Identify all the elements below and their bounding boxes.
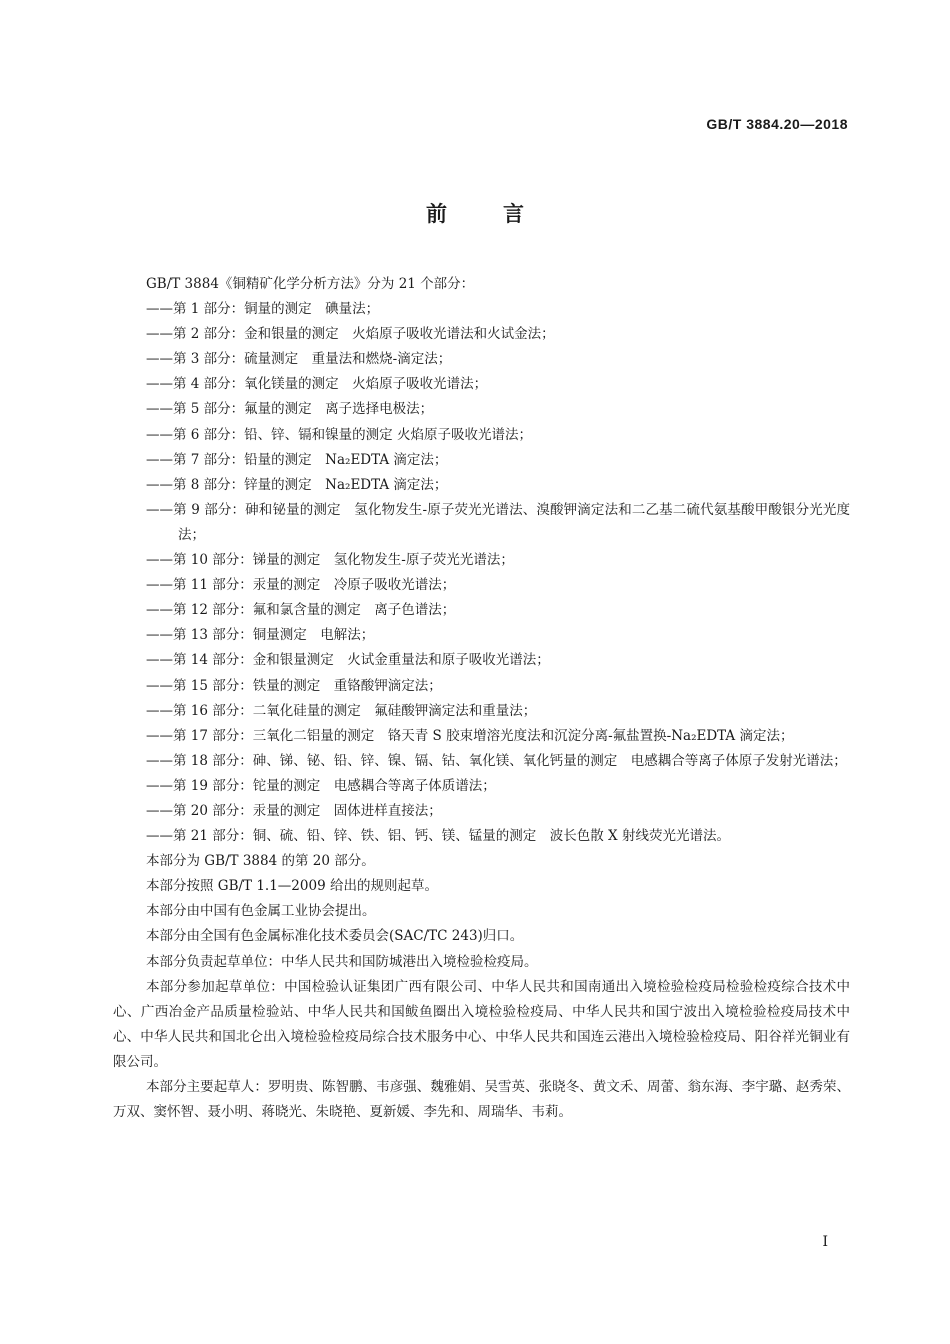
page-number: I bbox=[822, 1234, 828, 1250]
list-item: ——第 8 部分：锌量的测定 Na₂EDTA 滴定法； bbox=[146, 476, 448, 493]
list-item: ——第 17 部分：三氧化二铝量的测定 铬天青 S 胶束增溶光度法和沉淀分离-氟盐置换-Na₂EDTA 滴定法； bbox=[146, 727, 794, 744]
list-item: ——第 18 部分：砷、锑、铋、铅、锌、镍、镉、钴、氧化镁、氧化钙量的测定 电感耦合等离子体原子发射光谱法； bbox=[146, 752, 847, 769]
list-item: ——第 15 部分：铁量的测定 重铬酸钾滴定法； bbox=[146, 677, 442, 694]
paragraph-jurisdiction: 本部分由全国有色金属标准化技术委员会(SAC/TC 243)归口。 bbox=[146, 928, 524, 945]
list-item: ——第 21 部分：铜、硫、铅、锌、铁、铝、钙、镁、锰量的测定 波长色散 X 射线荧光光谱法。 bbox=[146, 828, 730, 845]
list-item: ——第 14 部分：金和银量测定 火试金重量法和原子吸收光谱法； bbox=[146, 652, 550, 669]
list-item: ——第 6 部分：铅、锌、镉和镍量的测定 火焰原子吸收光谱法； bbox=[146, 426, 532, 443]
list-item: ——第 10 部分：锑量的测定 氢化物发生-原子荧光光谱法； bbox=[146, 552, 514, 569]
paragraph-drafting-rules: 本部分按照 GB/T 1.1—2009 给出的规则起草。 bbox=[146, 878, 438, 895]
document-body bbox=[113, 272, 850, 1125]
paragraph-main-drafters: 本部分主要起草人：罗明贵、陈智鹏、韦彦强、魏雅娟、吴雪英、张晓冬、黄文禾、周蕾、翁东海、李宇璐、赵秀荣、万双、窦怀智、聂小明、蒋晓光、朱晓艳、夏新媛、李先和、周瑞华、韦莉。 bbox=[113, 1079, 850, 1121]
list-item: ——第 5 部分：氟量的测定 离子选择电极法； bbox=[146, 401, 434, 418]
list-item: ——第 19 部分：铊量的测定 电感耦合等离子体质谱法； bbox=[146, 777, 496, 794]
list-item: ——第 2 部分：金和银量的测定 火焰原子吸收光谱法和火试金法； bbox=[146, 326, 555, 343]
list-item: ——第 20 部分：汞量的测定 固体进样直接法； bbox=[146, 802, 442, 819]
list-item: ——第 9 部分：砷和铋量的测定 氢化物发生-原子荧光光谱法、溴酸钾滴定法和二乙基二硫代氨基酸甲酸银分光光度法； bbox=[146, 501, 850, 543]
list-item: ——第 4 部分：氧化镁量的测定 火焰原子吸收光谱法； bbox=[146, 376, 488, 393]
list-item: ——第 1 部分：铜量的测定 碘量法； bbox=[146, 301, 380, 318]
list-item: ——第 3 部分：硫量测定 重量法和燃烧-滴定法； bbox=[146, 351, 452, 368]
list-item: ——第 11 部分：汞量的测定 冷原子吸收光谱法； bbox=[146, 577, 456, 594]
list-item: ——第 7 部分：铅量的测定 Na₂EDTA 滴定法； bbox=[146, 451, 448, 468]
list-item: ——第 12 部分：氟和氯含量的测定 离子色谱法； bbox=[146, 602, 456, 619]
paragraph-responsible-drafter: 本部分负责起草单位：中华人民共和国防城港出入境检验检疫局。 bbox=[146, 953, 538, 970]
paragraph-part-number: 本部分为 GB/T 3884 的第 20 部分。 bbox=[146, 853, 375, 870]
list-item: ——第 13 部分：铜量测定 电解法； bbox=[146, 627, 375, 644]
intro-line: GB/T 3884《铜精矿化学分析方法》分为 21 个部分： bbox=[146, 276, 475, 292]
paragraph-participating-drafters: 本部分参加起草单位：中国检验认证集团广西有限公司、中华人民共和国南通出入境检验检疫局检验检疫综合技术中心、广西冶金产品质量检验站、中华人民共和国鲅鱼圈出入境检验检疫局、中华人民共和国宁波出入境检验检疫局技术中心、中华人民共和国北仑出入境检验检疫局综合技术服务中心、中华人民共和国连云港出入境检验检疫局、阳谷祥光铜业有限公司。 bbox=[113, 978, 850, 1070]
list-item: ——第 16 部分：二氧化硅量的测定 氟硅酸钾滴定法和重量法； bbox=[146, 702, 537, 719]
standard-number: GB/T 3884.20—2018 bbox=[706, 116, 848, 132]
parts-list bbox=[113, 297, 850, 849]
paragraph-proposer: 本部分由中国有色金属工业协会提出。 bbox=[146, 903, 376, 920]
page-title: 前言 bbox=[426, 202, 580, 226]
